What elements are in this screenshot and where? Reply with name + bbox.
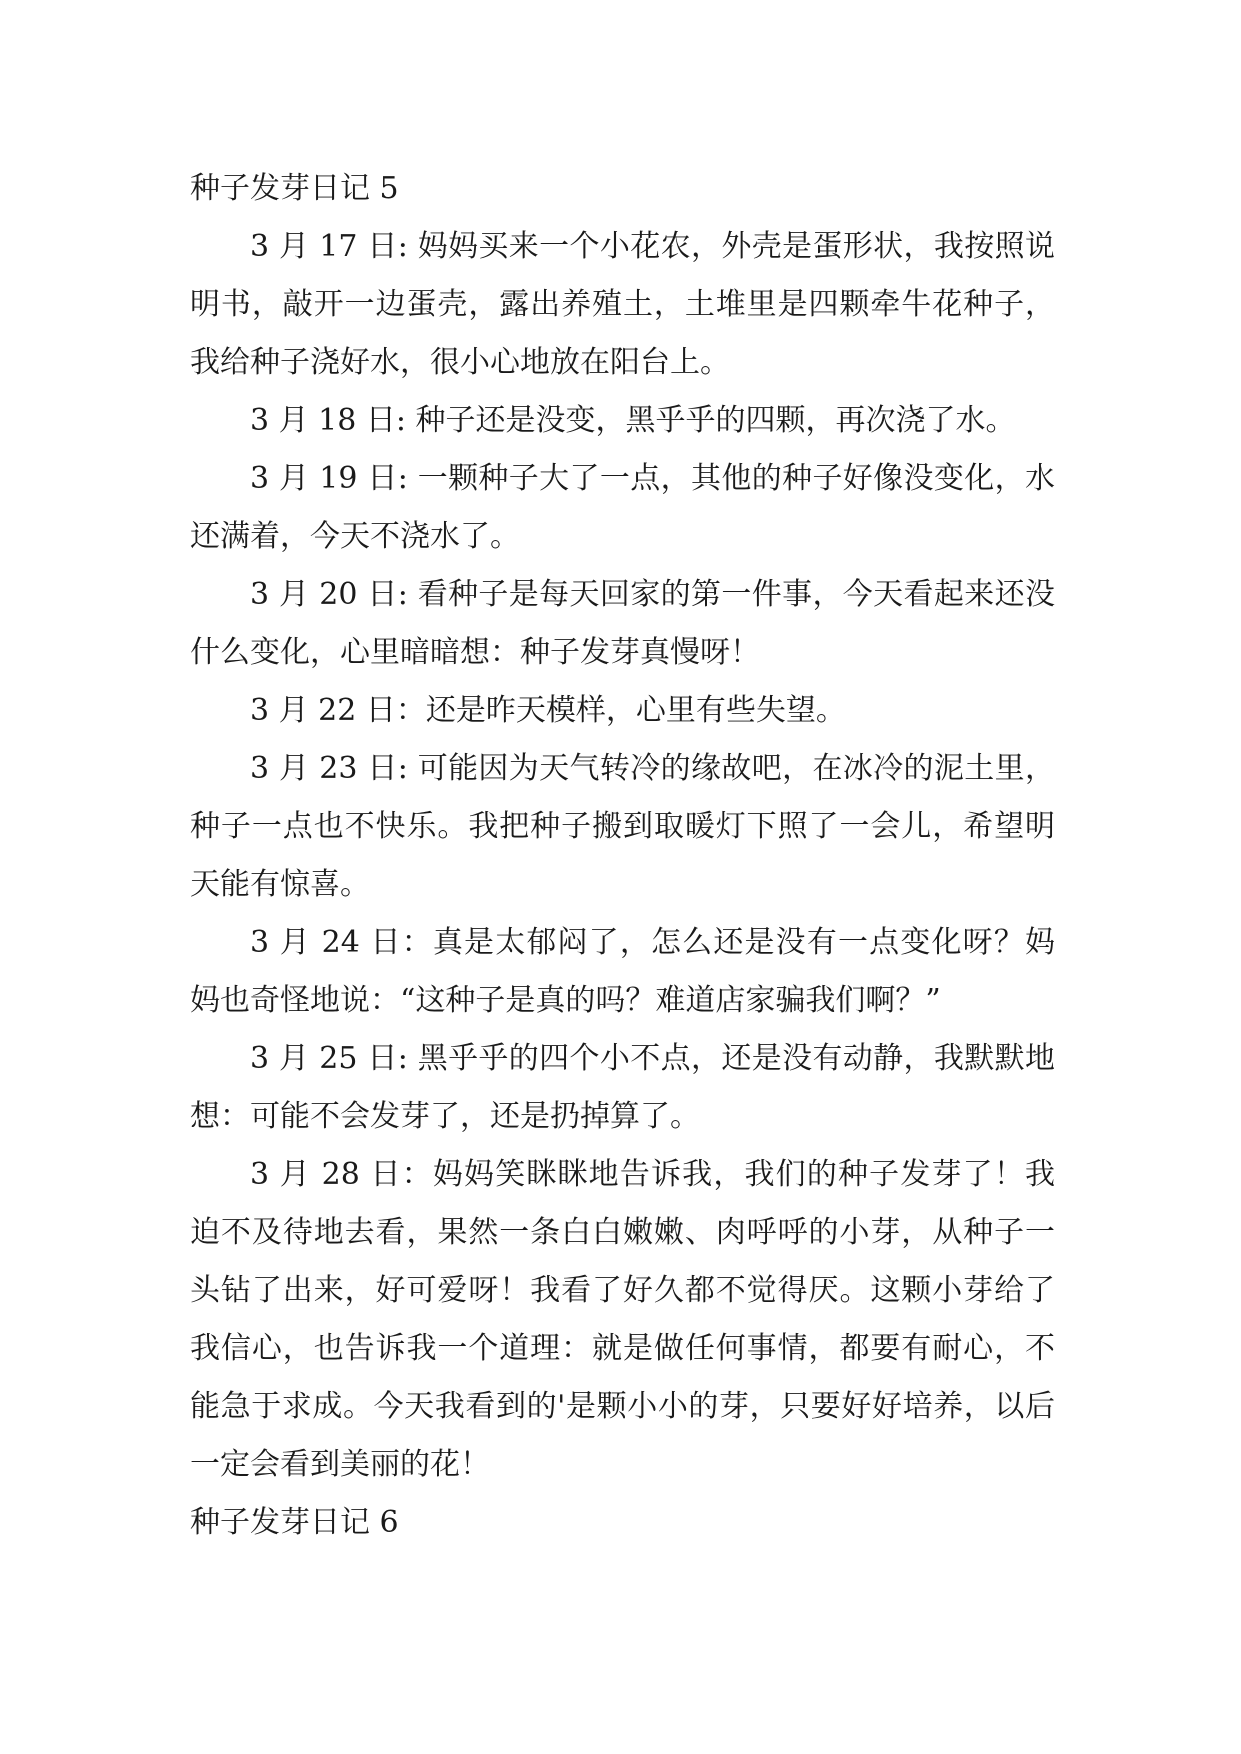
diary-entry-mar-25: 3 月 25 日: 黑乎乎的四个小不点，还是没有动静，我默默地想：可能不会发芽了，还是扔掉算了。 [190,1041,1055,1134]
diary-entry-mar-23: 3 月 23 日: 可能因为天气转冷的缘故吧，在冰冷的泥土里，种子一点也不快乐。我把种子搬到取暖灯下照了一会儿，希望明天能有惊喜。 [190,751,1055,902]
diary-entry-mar-20: 3 月 20 日: 看种子是每天回家的第一件事，今天看起来还没什么变化，心里暗暗想：种子发芽真慢呀！ [190,577,1055,670]
diary-entry-mar-28: 3 月 28 日：妈妈笑眯眯地告诉我，我们的种子发芽了！我迫不及待地去看，果然一条白白嫩嫩、肉呼呼的小芽，从种子一头钻了出来，好可爱呀！我看了好久都不觉得厌。这颗小芽给了我信心，也告诉我一个道理：就是做任何事情，都要有耐心，不能急于求成。今天我看到的'是颗小小的芽，只要好好培养，以后一定会看到美丽的花！ [190,1157,1055,1482]
diary-entry-mar-17: 3 月 17 日: 妈妈买来一个小花农，外壳是蛋形状，我按照说明书，敲开一边蛋壳，露出养殖土，土堆里是四颗牵牛花种子，我给种子浇好水，很小心地放在阳台上。 [190,229,1055,380]
diary-entry-mar-22: 3 月 22 日：还是昨天模样，心里有些失望。 [250,693,846,728]
diary-entry-mar-18: 3 月 18 日: 种子还是没变，黑乎乎的四颗，再次浇了水。 [250,403,1016,438]
diary-entry-mar-24: 3 月 24 日：真是太郁闷了，怎么还是没有一点变化呀？妈妈也奇怪地说：“这种子是真的吗？难道店家骗我们啊？” [190,925,1055,1018]
diary-title-5: 种子发芽日记 5 [190,171,399,206]
diary-entry-mar-19: 3 月 19 日: 一颗种子大了一点，其他的种子好像没变化，水还满着，今天不浇水了。 [190,461,1055,554]
diary-title-6: 种子发芽日记 6 [190,1505,399,1540]
document-body [190,160,1055,1552]
